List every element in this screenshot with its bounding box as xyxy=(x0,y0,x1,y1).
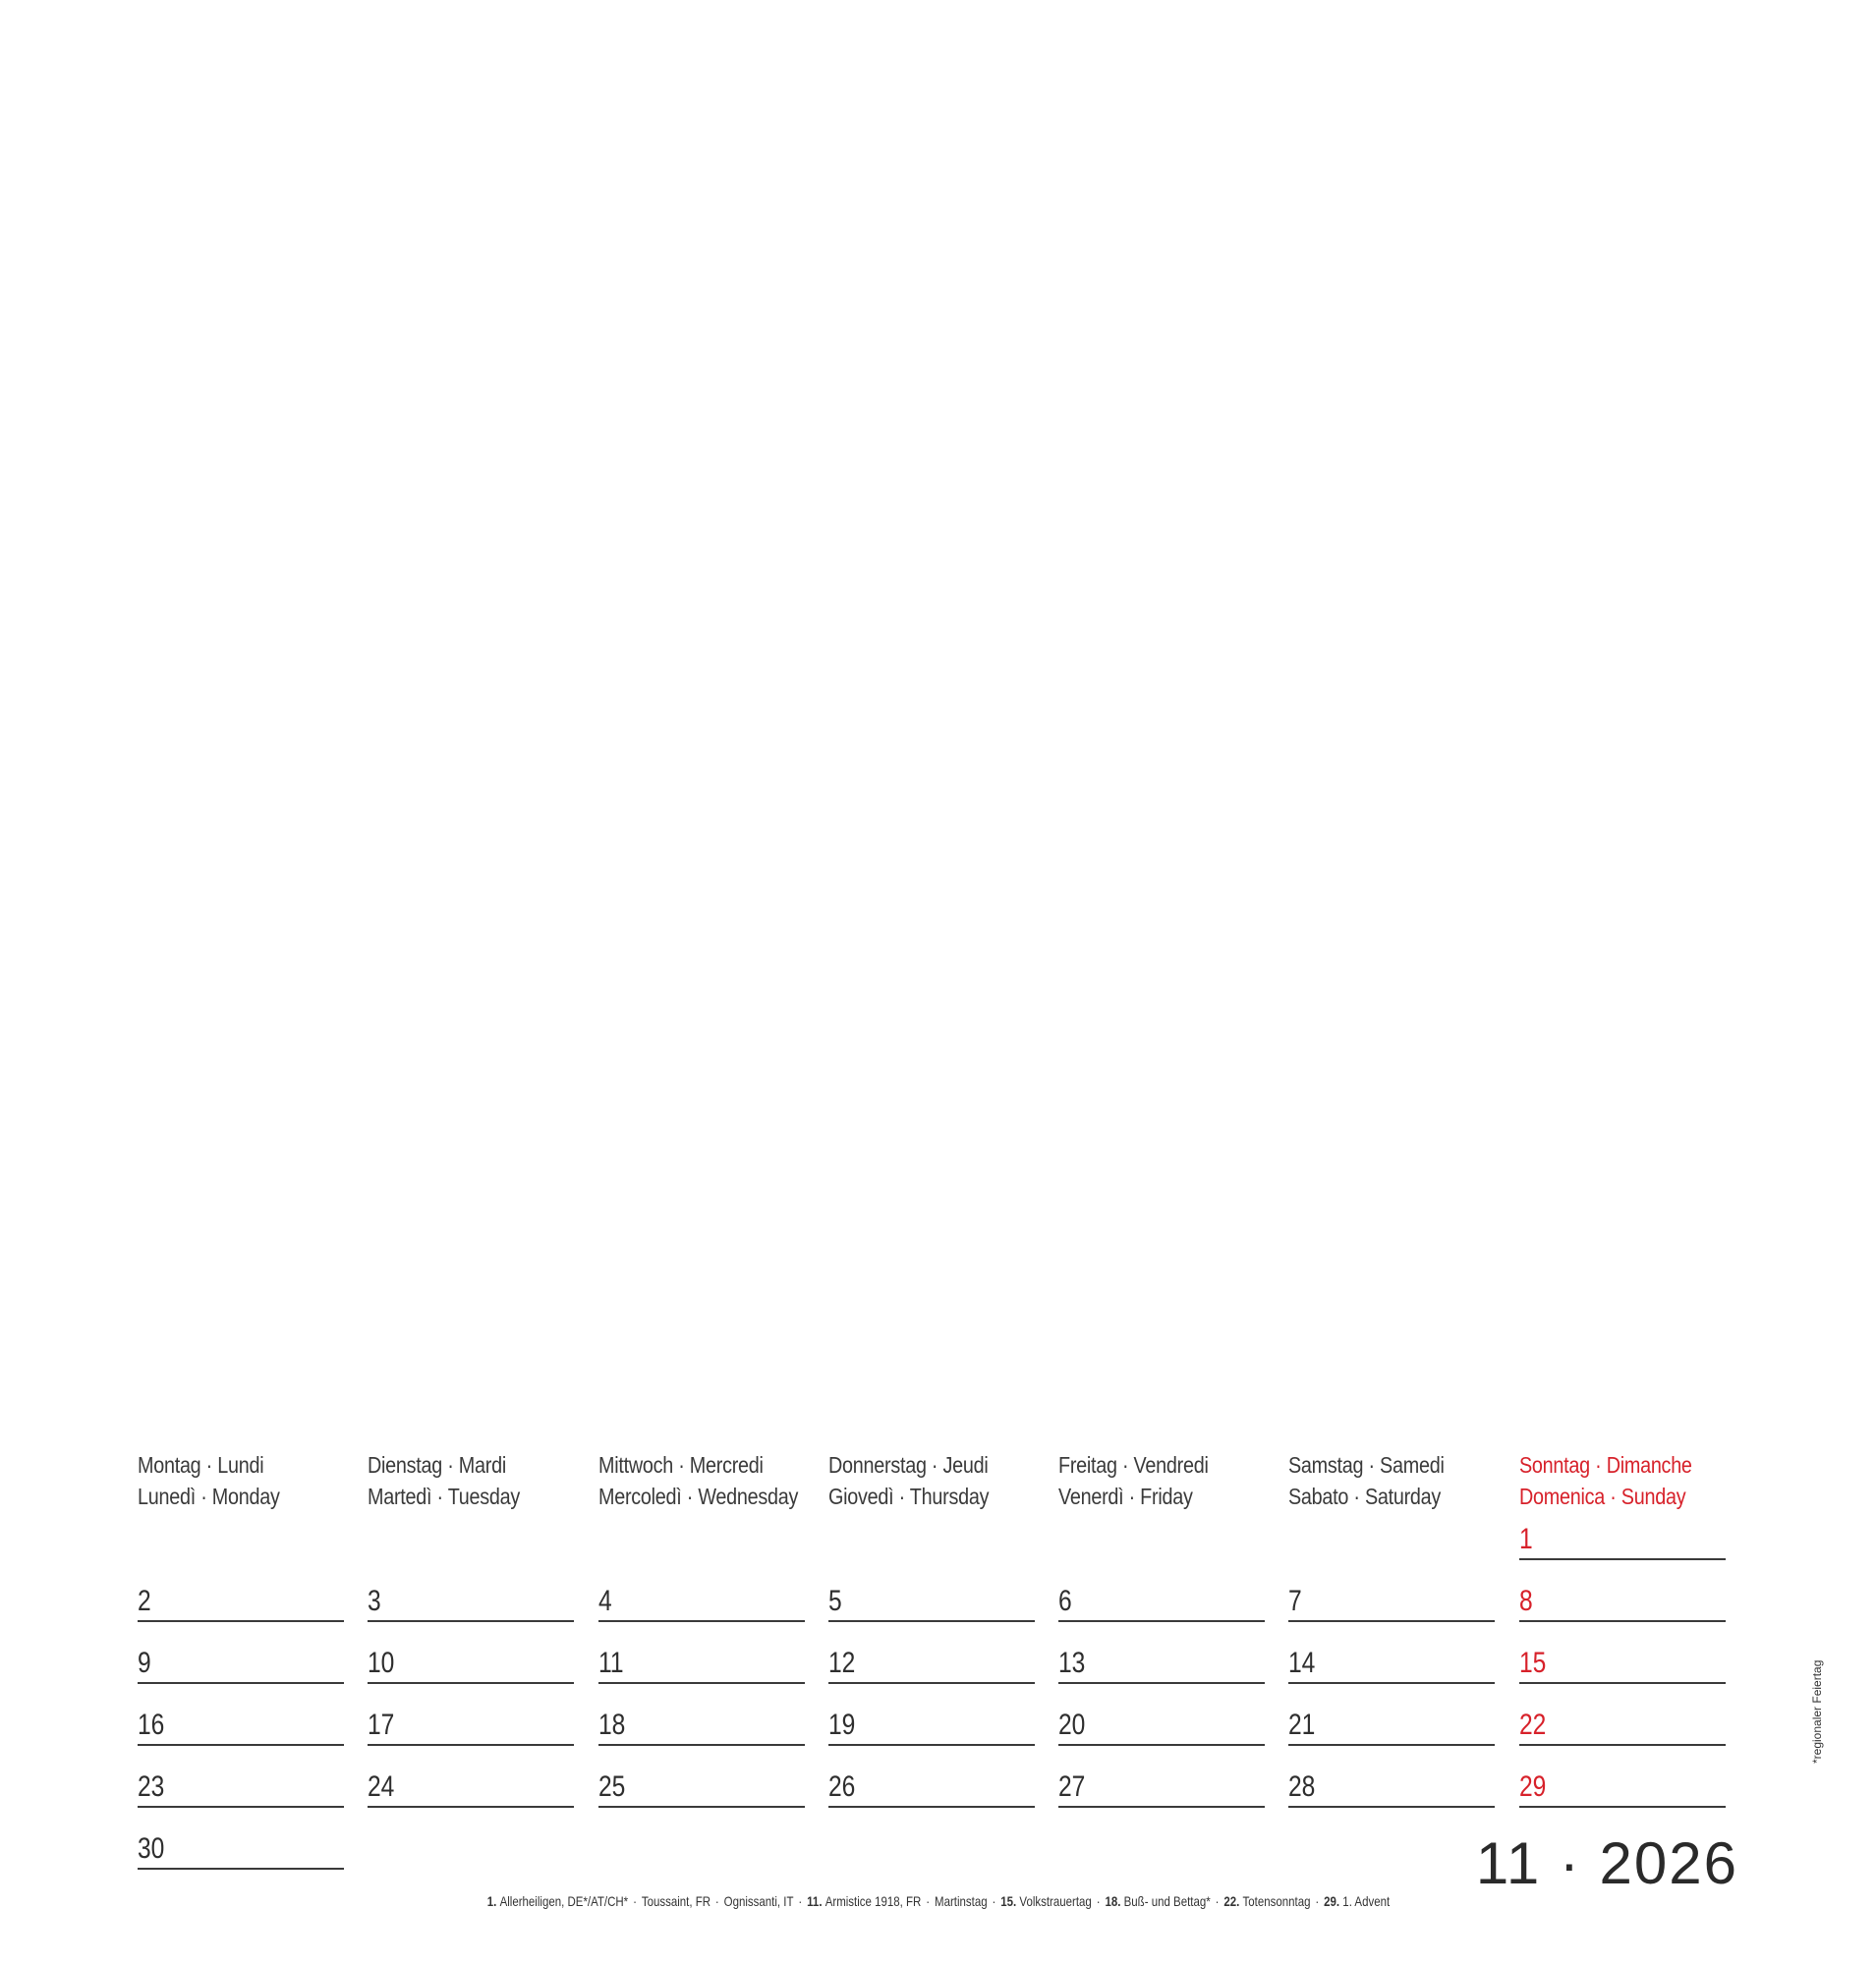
day-number: 19 xyxy=(828,1709,856,1741)
weekday-header-line2: Venerdì · Friday xyxy=(1058,1484,1193,1509)
weekday-header-line1: Montag · Lundi xyxy=(138,1452,264,1478)
day-number: 26 xyxy=(828,1770,856,1803)
day-number: 14 xyxy=(1288,1647,1316,1679)
day-cell xyxy=(828,1763,1035,1808)
weekday-header-line2: Sabato · Saturday xyxy=(1288,1484,1442,1509)
day-cell xyxy=(598,1577,805,1622)
day-cell xyxy=(1288,1701,1495,1746)
holiday-item xyxy=(1105,1893,1210,1909)
holiday-item xyxy=(935,1893,988,1909)
holiday-separator: · xyxy=(632,1893,637,1909)
weekday-header-line2: Domenica · Sunday xyxy=(1519,1484,1686,1509)
weekday-header-monday xyxy=(138,1449,340,1512)
day-number: 24 xyxy=(368,1770,395,1803)
day-number: 17 xyxy=(368,1709,395,1741)
day-number: 8 xyxy=(1519,1585,1533,1617)
day-cell xyxy=(1519,1577,1726,1622)
holiday-separator: · xyxy=(992,1893,995,1909)
day-number: 11 xyxy=(598,1647,624,1679)
day-number: 23 xyxy=(138,1770,165,1803)
holiday-text: Toussaint, FR xyxy=(641,1893,711,1909)
day-cell xyxy=(138,1701,344,1746)
day-cell xyxy=(138,1825,344,1870)
weekday-header-saturday xyxy=(1288,1449,1491,1512)
day-number: 25 xyxy=(598,1770,626,1803)
weekday-header-line2: Lunedì · Monday xyxy=(138,1484,280,1509)
day-cell xyxy=(598,1701,805,1746)
day-number: 5 xyxy=(828,1585,842,1617)
day-number: 2 xyxy=(138,1585,151,1617)
day-number: 9 xyxy=(138,1647,151,1679)
day-cell xyxy=(598,1639,805,1684)
day-cell xyxy=(1519,1701,1726,1746)
weekday-header-line1: Dienstag · Mardi xyxy=(368,1452,506,1478)
month-year-label: 11 · 2026 xyxy=(1475,1830,1738,1896)
weekday-header-line2: Giovedì · Thursday xyxy=(828,1484,990,1509)
day-number: 18 xyxy=(598,1709,626,1741)
day-cell xyxy=(1288,1763,1495,1808)
day-number: 7 xyxy=(1288,1585,1302,1617)
day-number: 29 xyxy=(1519,1770,1547,1803)
holiday-separator: · xyxy=(1314,1893,1319,1909)
holiday-separator: · xyxy=(714,1893,719,1909)
day-cell xyxy=(1288,1577,1495,1622)
day-cell xyxy=(598,1763,805,1808)
holiday-text: Totensonntag xyxy=(1242,1893,1310,1909)
holiday-separator: · xyxy=(1096,1893,1101,1909)
day-cell xyxy=(138,1763,344,1808)
weekday-header-tuesday xyxy=(368,1449,570,1512)
holiday-day: 15. xyxy=(999,1893,1019,1909)
holiday-item xyxy=(1000,1893,1092,1909)
day-cell xyxy=(828,1639,1035,1684)
holiday-text: Allerheiligen, DE*/AT/CH* xyxy=(499,1893,628,1909)
holiday-text: Martinstag xyxy=(934,1893,988,1909)
weekday-header-line1: Sonntag · Dimanche xyxy=(1519,1452,1692,1478)
day-number: 1 xyxy=(1519,1523,1533,1555)
day-cell xyxy=(1519,1763,1726,1808)
holiday-text: 1. Advent xyxy=(1341,1893,1390,1909)
weekday-header-friday xyxy=(1058,1449,1261,1512)
weekday-header-line2: Mercoledì · Wednesday xyxy=(598,1484,799,1509)
day-number: 3 xyxy=(368,1585,381,1617)
day-number: 22 xyxy=(1519,1709,1547,1741)
holiday-list-inner xyxy=(486,1891,1389,1911)
weekday-header-line1: Donnerstag · Jeudi xyxy=(828,1452,989,1478)
day-number: 27 xyxy=(1058,1770,1086,1803)
day-cell xyxy=(368,1577,574,1622)
weekday-header-thursday xyxy=(828,1449,1031,1512)
holiday-day: 18. xyxy=(1104,1893,1124,1909)
holiday-text: Ognissanti, IT xyxy=(723,1893,794,1909)
weekday-header-line1: Samstag · Samedi xyxy=(1288,1452,1445,1478)
day-cell xyxy=(1058,1701,1265,1746)
holiday-separator: · xyxy=(797,1893,802,1909)
day-number: 15 xyxy=(1519,1647,1547,1679)
day-number: 16 xyxy=(138,1709,165,1741)
day-number: 28 xyxy=(1288,1770,1316,1803)
day-number: 20 xyxy=(1058,1709,1086,1741)
weekday-header-line1: Mittwoch · Mercredi xyxy=(598,1452,764,1478)
weekday-header-row xyxy=(0,1449,1876,1518)
day-cell xyxy=(1288,1639,1495,1684)
weekday-header-wednesday xyxy=(598,1449,801,1512)
holiday-item xyxy=(1223,1893,1310,1909)
day-cell xyxy=(368,1701,574,1746)
holiday-day: 11. xyxy=(806,1893,825,1909)
day-cell xyxy=(1519,1515,1726,1560)
holiday-text: Buß- und Bettag* xyxy=(1123,1893,1211,1909)
day-cell xyxy=(828,1577,1035,1622)
holiday-list xyxy=(0,1891,1876,1911)
weekday-header-sunday xyxy=(1519,1449,1722,1512)
day-number: 4 xyxy=(598,1585,612,1617)
holiday-day: 29. xyxy=(1323,1893,1342,1909)
weekday-header-line2: Martedì · Tuesday xyxy=(368,1484,521,1509)
day-cell xyxy=(1058,1763,1265,1808)
holiday-separator: · xyxy=(925,1893,930,1909)
day-cell xyxy=(368,1763,574,1808)
holiday-item xyxy=(1324,1893,1390,1909)
holiday-item xyxy=(641,1893,710,1909)
day-number: 12 xyxy=(828,1647,856,1679)
day-number: 6 xyxy=(1058,1585,1072,1617)
footnote: *regionaler Feiertag xyxy=(1810,1659,1824,1764)
holiday-text: Armistice 1918, FR xyxy=(824,1893,921,1909)
day-cell xyxy=(1058,1577,1265,1622)
day-cell xyxy=(138,1577,344,1622)
holiday-day: 1. xyxy=(486,1893,500,1909)
holiday-item xyxy=(807,1893,921,1909)
day-cell xyxy=(1519,1639,1726,1684)
weekday-header-line1: Freitag · Vendredi xyxy=(1058,1452,1209,1478)
day-number: 13 xyxy=(1058,1647,1086,1679)
day-cell xyxy=(138,1639,344,1684)
holiday-text: Volkstrauertag xyxy=(1018,1893,1092,1909)
day-number: 21 xyxy=(1288,1709,1316,1741)
day-cell xyxy=(828,1701,1035,1746)
holiday-separator: · xyxy=(1215,1893,1219,1909)
day-cell xyxy=(368,1639,574,1684)
day-cell xyxy=(1058,1639,1265,1684)
day-number: 30 xyxy=(138,1832,165,1865)
holiday-item xyxy=(486,1893,627,1909)
holiday-item xyxy=(723,1893,793,1909)
day-number: 10 xyxy=(368,1647,395,1679)
holiday-day: 22. xyxy=(1222,1893,1243,1909)
